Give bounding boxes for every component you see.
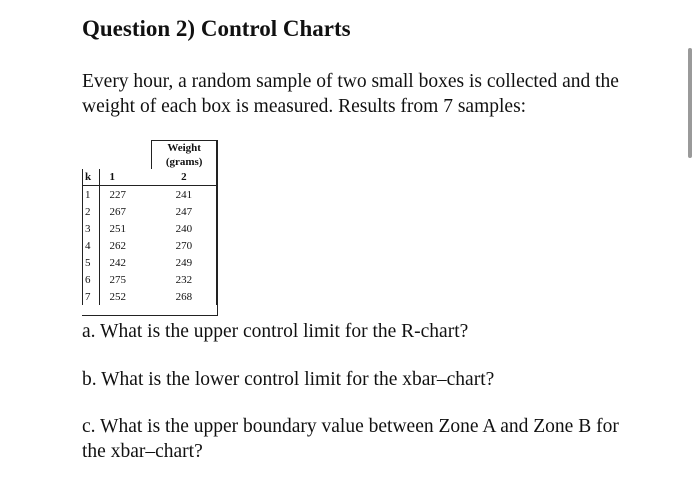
row-weight-1: 252 bbox=[109, 290, 126, 303]
row-k: 2 bbox=[83, 203, 100, 220]
row-k: 4 bbox=[83, 237, 100, 254]
table-row bbox=[83, 271, 217, 288]
page-title: Question 2) Control Charts bbox=[82, 16, 351, 41]
table-header-row bbox=[83, 169, 217, 186]
table-row bbox=[83, 203, 217, 220]
question-a: a. What is the upper control limit for the R-chart? bbox=[82, 321, 469, 342]
row-weight-1: 242 bbox=[109, 256, 126, 269]
table-row bbox=[83, 220, 217, 237]
weight-table-frame bbox=[82, 140, 218, 316]
col-header-2: 2 bbox=[152, 169, 217, 186]
question-b: b. What is the lower control limit for the xbar–chart? bbox=[82, 369, 495, 390]
group-header-weight: Weight (grams) bbox=[152, 141, 217, 170]
row-weight-1: 275 bbox=[109, 273, 126, 286]
table-row bbox=[83, 237, 217, 254]
row-weight-2: 232 bbox=[152, 271, 217, 288]
row-weight-1: 227 bbox=[109, 188, 126, 201]
row-k: 1 bbox=[83, 186, 100, 204]
row-weight-1: 267 bbox=[109, 205, 126, 218]
weight-table bbox=[82, 140, 217, 305]
row-weight-2: 240 bbox=[152, 220, 217, 237]
row-weight-2: 270 bbox=[152, 237, 217, 254]
row-weight-2: 249 bbox=[152, 254, 217, 271]
table-row bbox=[83, 186, 217, 204]
row-k: 5 bbox=[83, 254, 100, 271]
row-weight-2: 241 bbox=[152, 186, 217, 204]
row-weight-2: 247 bbox=[152, 203, 217, 220]
vertical-scrollbar[interactable] bbox=[688, 48, 692, 158]
row-weight-1: 262 bbox=[109, 239, 126, 252]
question-c: c. What is the upper boundary value between Zone A and Zone B for the xbar–chart? bbox=[82, 416, 619, 462]
table-row bbox=[83, 288, 217, 305]
row-k: 7 bbox=[83, 288, 100, 305]
intro-paragraph: Every hour, a random sample of two small boxes is collected and the weight of each box is measured. Results from 7 samples: bbox=[82, 71, 619, 117]
row-k: 3 bbox=[83, 220, 100, 237]
row-weight-2: 268 bbox=[152, 288, 217, 305]
row-k: 6 bbox=[83, 271, 100, 288]
col-header-k: k bbox=[83, 169, 100, 186]
table-row bbox=[83, 254, 217, 271]
col-header-1: 1 bbox=[99, 169, 152, 186]
row-weight-1: 251 bbox=[109, 222, 126, 235]
